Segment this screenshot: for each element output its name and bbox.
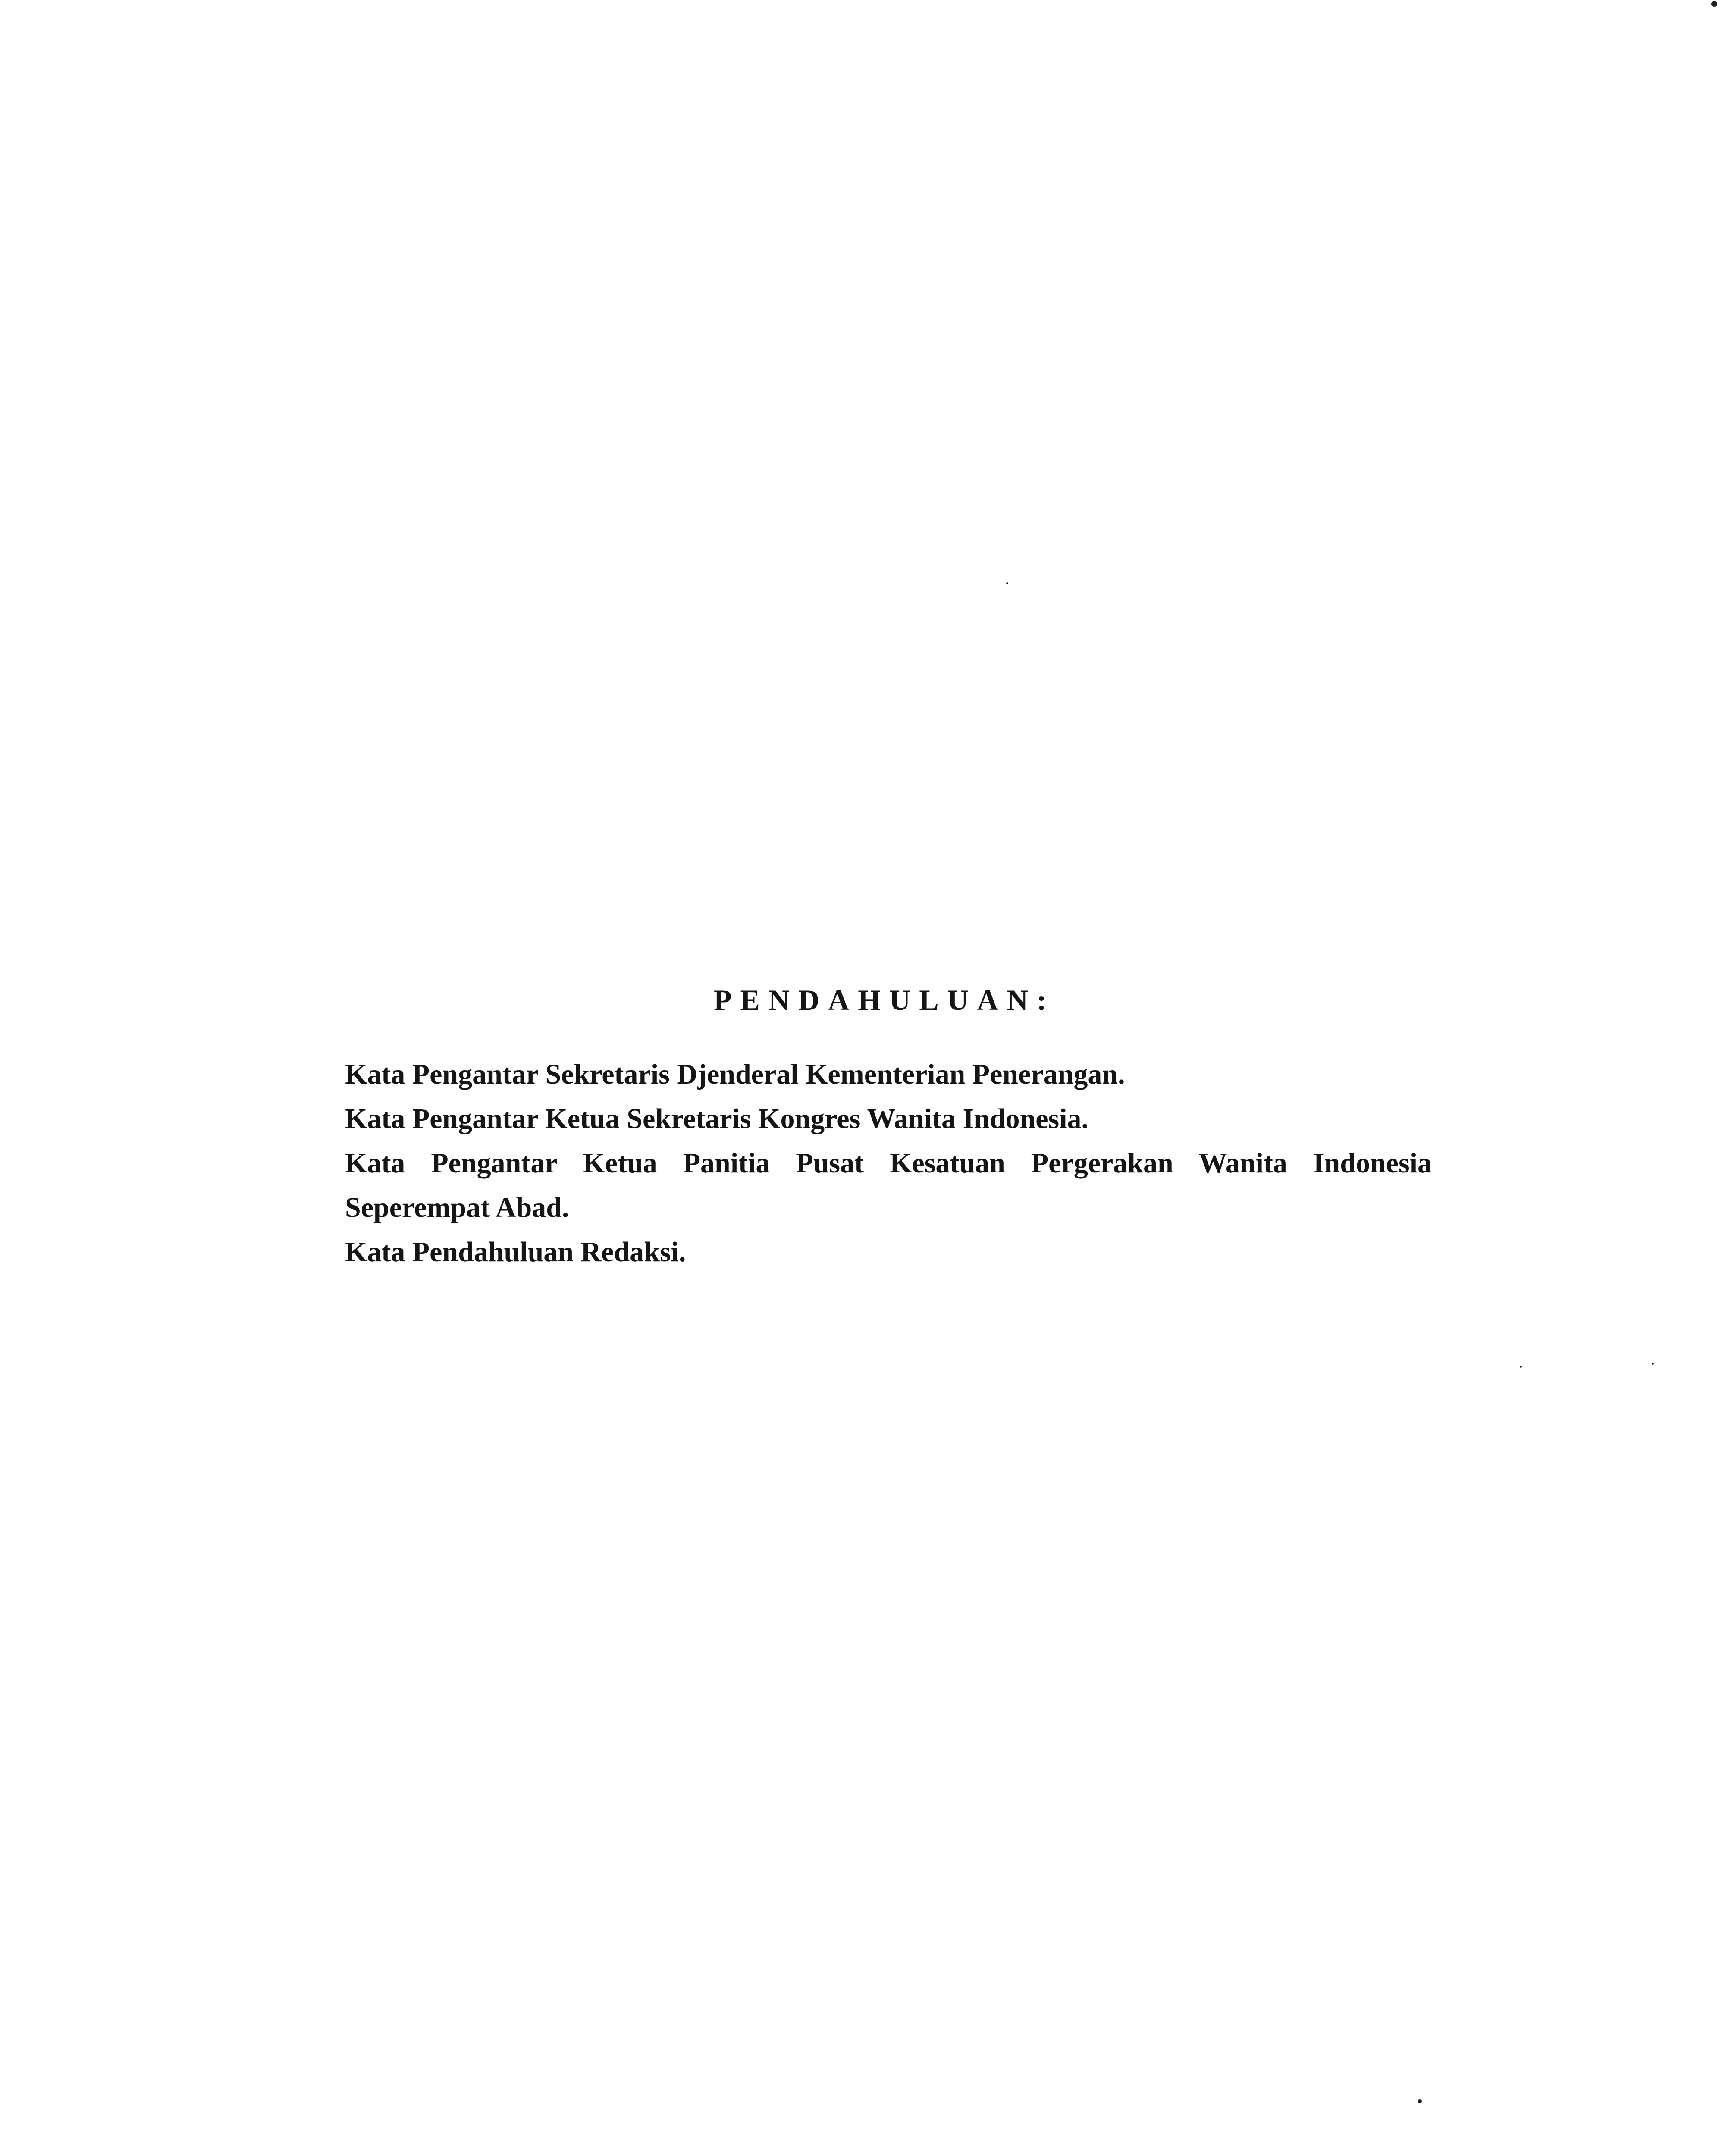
scan-speck	[1520, 1366, 1522, 1368]
section-heading: PENDAHULUAN:	[714, 984, 1055, 1016]
contents-item: Kata Pengantar Ketua Sekretaris Kongres Wanita Indonesia.	[345, 1103, 1089, 1134]
contents-list	[345, 1052, 1432, 1274]
contents-item: Kata Pengantar Ketua Panitia Pusat Kesatuan Pergerakan Wanita Indonesia Seperempat Abad.	[345, 1147, 1432, 1223]
scan-speck	[1006, 582, 1008, 584]
contents-item: Kata Pengantar Sekretaris Djenderal Kementerian Penerangan.	[345, 1059, 1125, 1090]
scan-speck	[1418, 2099, 1422, 2103]
scan-speck	[1652, 1363, 1654, 1365]
contents-item: Kata Pendahuluan Redaksi.	[345, 1236, 686, 1268]
scan-speck	[1711, 1, 1717, 7]
